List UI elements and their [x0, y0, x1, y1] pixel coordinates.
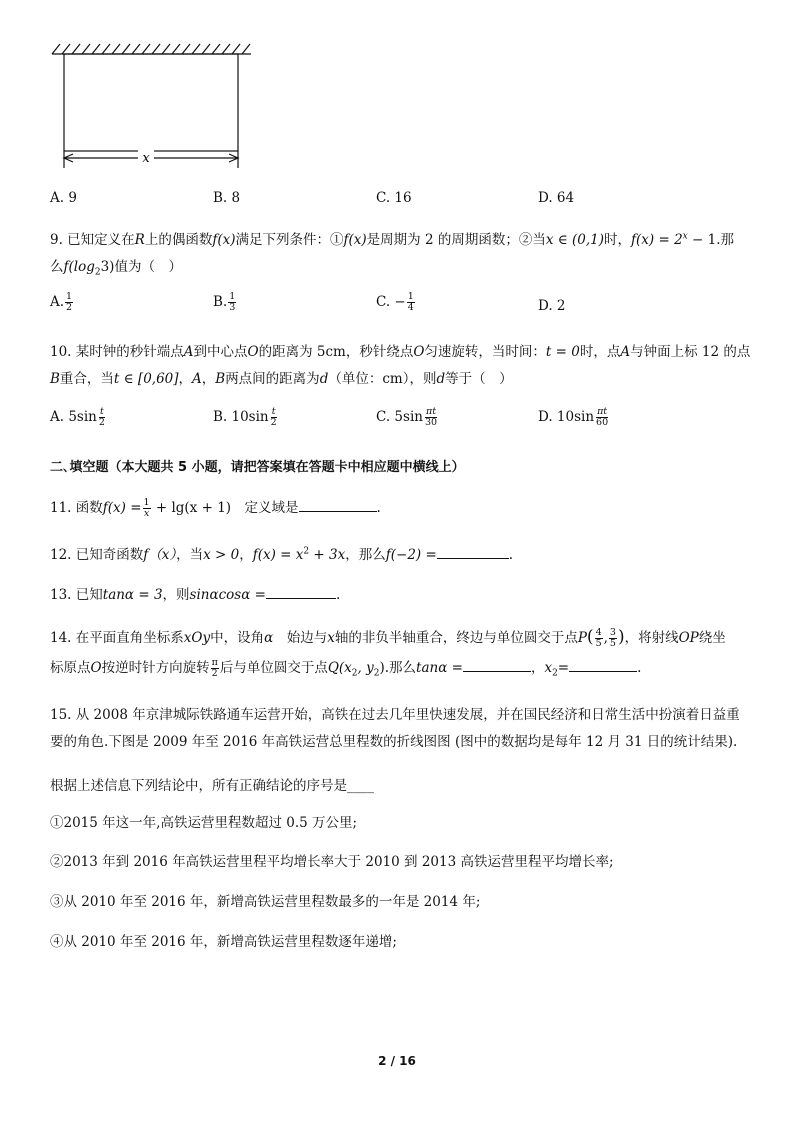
rectangle-shape: [64, 54, 238, 151]
q12: 12. 已知奇函数f（x），当x > 0，$f(x) = x^2 + 3x$，那么f(−2) = .: [50, 546, 514, 563]
q11: 11. 函数f(x) = $\frac{1}{x}$ + lg(x + 1) 定义域是 .: [50, 497, 381, 519]
q15-statement-4: ④从 2010 年至 2016 年，新增高铁运营里程数逐年递增;: [50, 934, 397, 950]
q10-option-b[interactable]: B. 10sin $\frac{t}{2}$: [213, 406, 277, 428]
q8-option-c[interactable]: C. 16: [376, 190, 412, 206]
q9-line-1: 9. 已知定义在R上的偶函数f(x)满足下列条件：①f(x)是周期为 2 的周期函数；②当x ∈ (0,1)时，$f(x) = 2^x - 1$.那: [50, 231, 735, 248]
q9-option-a[interactable]: A. $\frac{1}{2}$: [50, 291, 73, 313]
q10-option-d[interactable]: D. 10sin $\frac{\pi t}{60}$: [538, 406, 609, 428]
q10-option-a[interactable]: A. 5sin $\frac{t}{2}$: [50, 406, 105, 428]
q10-line-2: B重合，当t ∈ [0,60]，A，B两点间的距离为d（单位：cm），则d等于（ ）: [50, 371, 513, 387]
q9-option-b[interactable]: B. $\frac{1}{3}$: [213, 291, 236, 313]
q10-option-c[interactable]: C. 5sin $\frac{\pi t}{30}$: [376, 406, 438, 428]
q9-option-d[interactable]: D. 2: [538, 298, 566, 314]
answer-blank[interactable]: [437, 546, 509, 559]
q9-line-2: 么$f(\log_23)$值为（ ）: [50, 259, 182, 278]
q8-option-d[interactable]: D. 64: [538, 190, 575, 206]
q9-option-c[interactable]: C. − $\frac{1}{4}$: [376, 291, 414, 313]
answer-blank[interactable]: [569, 659, 637, 672]
rectangle-figure: [44, 38, 254, 173]
page-number: 2 / 16: [378, 1054, 416, 1068]
q14-line-2: 标原点O按逆时针方向旋转 $\frac{\pi}{2}$ 后与单位圆交于点$Q(x_2$, $y_2$).那么tanα = ，$x_2=$ .: [50, 657, 642, 679]
answer-blank[interactable]: [266, 586, 336, 599]
answer-blank[interactable]: [299, 499, 377, 512]
q15-line-3: 根据上述信息下列结论中，所有正确结论的序号是____: [50, 778, 374, 794]
q15-statement-1: ①2015 年这一年,高铁运营里程数超过 0.5 万公里;: [50, 815, 358, 831]
ceiling-hatch: [52, 44, 251, 54]
dimension-label: x: [142, 151, 150, 166]
q8-option-b[interactable]: B. 8: [213, 190, 241, 206]
answer-blank[interactable]: [463, 659, 531, 672]
q13: 13. 已知tanα = 3，则sinαcosα = .: [50, 587, 341, 603]
section-heading: 二､填空题（本大题共 5 小题，请把答案填在答题卡中相应题中横线上）: [50, 460, 465, 475]
q15-line-2: 要的角色.下图是 2009 年至 2016 年高铁运营总里程数的折线图图 (图中的数据均是每年 12 月 31 日的统计结果).: [50, 734, 738, 750]
q8-option-a[interactable]: A. 9: [50, 190, 77, 206]
q14-line-1: 14. 在平面直角坐标系xOy中，设角α 始边与x轴的非负半轴重合，终边与单位圆交于点P( $\frac{4}{5}$ , $\frac{3}{5}$ )，将射线OP绕坐: [50, 627, 726, 649]
q15-statement-2: ②2013 年到 2016 年高铁运营里程平均增长率大于 2010 到 2013 高铁运营里程平均增长率;: [50, 854, 614, 870]
q15-statement-3: ③从 2010 年至 2016 年，新增高铁运营里程数最多的一年是 2014 年;: [50, 894, 481, 910]
q10-line-1: 10. 某时钟的秒针端点A到中心点O的距离为 5cm，秒针绕点O匀速旋转，当时间：t = 0时，点A与钟面上标 12 的点: [50, 344, 751, 360]
q15-line-1: 15. 从 2008 年京津城际铁路通车运营开始，高铁在过去几年里快速发展，并在国民经济和日常生活中扮演着日益重: [50, 707, 740, 723]
